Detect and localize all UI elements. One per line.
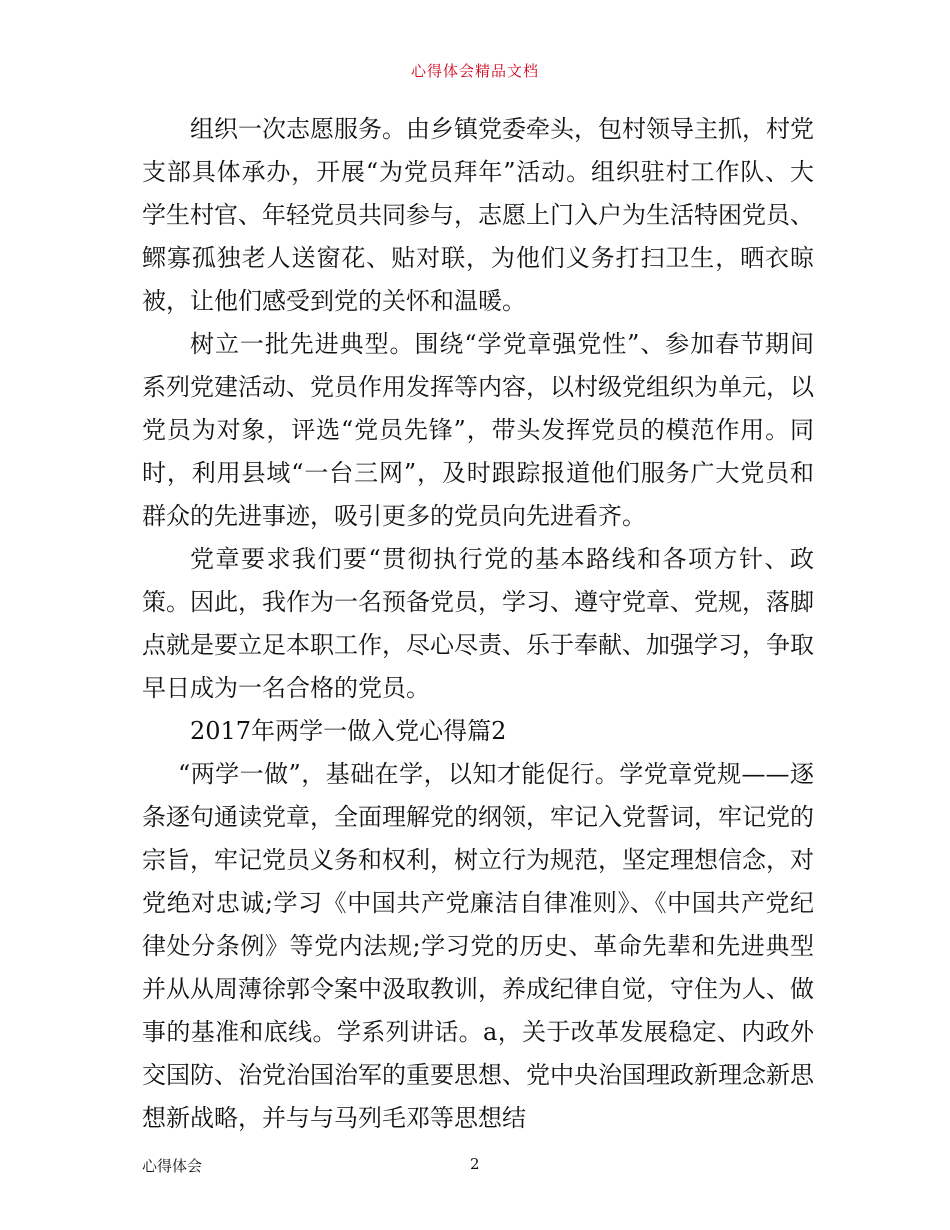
footer-label: 心得体会	[142, 1157, 203, 1175]
paragraph-advanced-models: 树立一批先进典型。围绕“学党章强党性”、参加春节期间系列党建活动、党员作用发挥等内容，以村级党组织为单元，以党员为对象，评选“党员先锋”，带头发挥党员的模范作用。同时，利用县域“一台三网”，及时跟踪报道他们服务广大党员和群众的先进事迹，吸引更多的党员向先进看齐。	[142, 330, 814, 530]
page-number: 2	[470, 1155, 480, 1173]
paragraph-two-studies: “两学一做”，基础在学，以知才能促行。学党章党规——逐条逐句通读党章，全面理解党的纲领，牢记入党誓词，牢记党的宗旨，牢记党员义务和权利，树立行为规范，坚定理想信念，对党绝对忠诚;学习《中国共产党廉洁自律准则》、《中国共产党纪律处分条例》等党内法规;学习党的历史、革命先辈和先进典型并从从周薄徐郭令案中汲取教训，养成纪律自觉，守住为人、做事的基准和底线。学系列讲话。a，关于改革发展稳定、内政外交国防、治党治国治军的重要思想、党中央治国理政新理念新思想新战略，并与与马列毛邓等思想结	[142, 760, 814, 1132]
document-body	[142, 108, 814, 1140]
section-heading: 2017年两学一做入党心得篇2	[190, 717, 507, 745]
page-header-title: 心得体会精品文档	[410, 62, 539, 80]
paragraph-volunteer-service: 组织一次志愿服务。由乡镇党委牵头，包村领导主抓，村党支部具体承办，开展“为党员拜年”活动。组织驻村工作队、大学生村官、年轻党员共同参与，志愿上门入户为生活特困党员、鳏寡孤独老人送窗花、贴对联，为他们义务打扫卫生，晒衣晾被，让他们感受到党的关怀和温暖。	[142, 115, 814, 315]
paragraph-party-constitution: 党章要求我们要“贯彻执行党的基本路线和各项方针、政策。因此，我作为一名预备党员，学习、遵守党章、党规，落脚点就是要立足本职工作，尽心尽责、乐于奉献、加强学习，争取早日成为一名合格的党员。	[142, 545, 814, 702]
